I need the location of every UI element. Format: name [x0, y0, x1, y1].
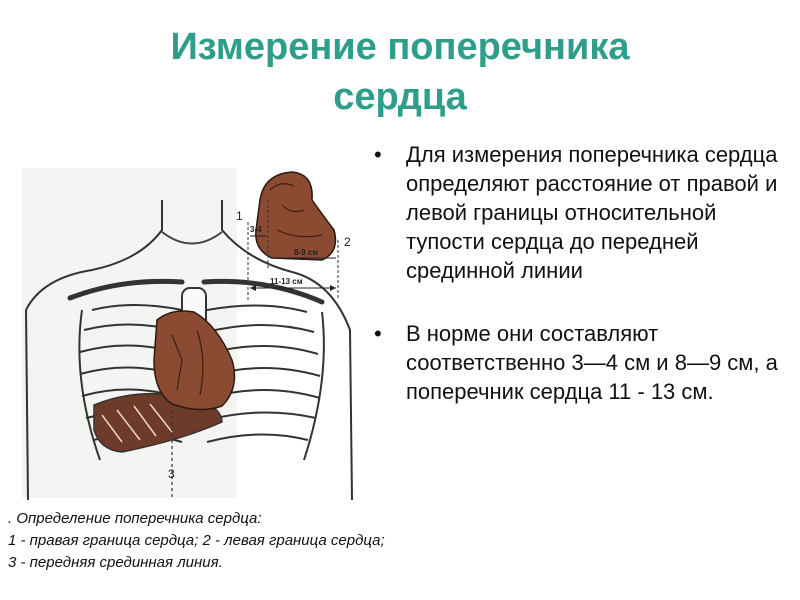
label-left-border: 2 — [344, 235, 351, 249]
label-diameter: 11-13 см — [270, 277, 303, 286]
bullet-item-measurement: • Для измерения поперечника сердца определяют расстояние от правой и левой границы относительной тупости сердца до передней срединной линии — [372, 140, 782, 285]
chest-heart-illustration — [22, 160, 372, 510]
caption-line-3: 3 - передняя срединная линия. — [8, 554, 223, 571]
title-line-2: сердца — [333, 76, 467, 118]
label-midline: 3 — [168, 467, 175, 481]
caption-line-1: . Определение поперечника сердца: — [8, 510, 262, 527]
figure-caption — [8, 508, 608, 574]
caption-line-2: 1 - правая граница сердца; 2 - левая граница сердца; — [8, 532, 385, 549]
title-line-1: Измерение поперечника — [170, 26, 630, 68]
bullet-list — [372, 140, 782, 406]
label-right-border: 1 — [236, 209, 243, 223]
label-right-distance: 3-4 — [250, 225, 262, 234]
page-title — [60, 22, 740, 122]
label-left-distance: 8-9 см — [294, 248, 319, 257]
bullet-item-norm: • В норме они составляют соответственно 3—4 см и 8—9 см, а поперечник сердца 11 - 13 см. — [372, 319, 782, 406]
